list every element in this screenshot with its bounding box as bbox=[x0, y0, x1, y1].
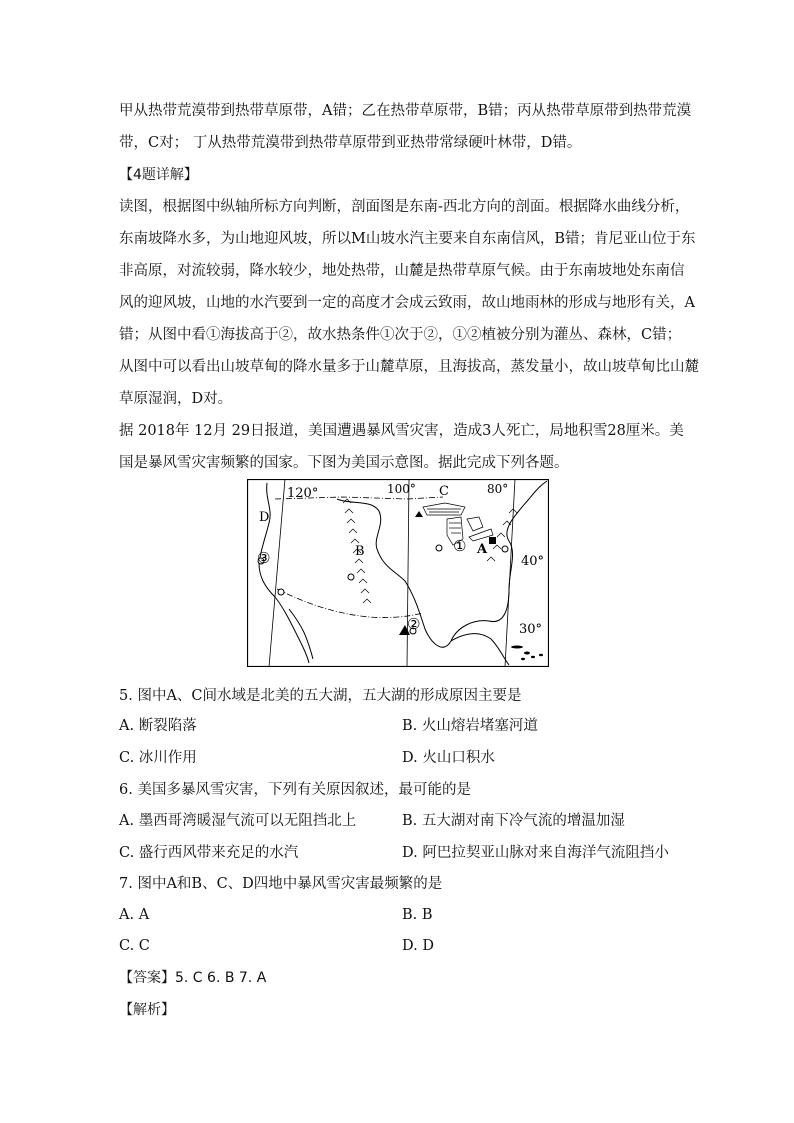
point-a-marker bbox=[502, 546, 508, 552]
q5-option-c[interactable]: C. 冰川作用 bbox=[119, 750, 197, 766]
question-5-stem: 5. 图中A、C间水域是北美的五大湖，五大湖的形成原因主要是 bbox=[119, 688, 522, 704]
usa-map-figure bbox=[247, 479, 549, 667]
text-line: 非高原，对流较弱，降水较少，地处热带，山麓是热带草原气候。由于东南坡地处东南信 bbox=[119, 263, 685, 279]
point-b-marker bbox=[348, 574, 354, 580]
q7-option-a[interactable]: A. A bbox=[119, 907, 150, 923]
q5-option-a[interactable]: A. 断裂陷落 bbox=[119, 718, 197, 734]
label-d: D bbox=[259, 510, 270, 525]
label-30: 30° bbox=[519, 622, 543, 637]
q7-option-d[interactable]: D. D bbox=[402, 938, 434, 954]
question-7-stem: 7. 图中A和B、C、D四地中暴风雪灾害最频繁的是 bbox=[119, 876, 443, 892]
q5-option-b[interactable]: B. 火山熔岩堵塞河道 bbox=[402, 718, 538, 734]
text-line: 错；从图中看①海拔高于②，故水热条件①次于②，①②植被分别为灌丛、森林，C错； bbox=[119, 327, 682, 343]
label-40: 40° bbox=[521, 554, 545, 569]
text-line: 甲从热带荒漠带到热带草原带，A错；乙在热带草原带，B错；丙从热带草原带到热带荒漠 bbox=[119, 103, 692, 119]
section-heading-q4: 【4题详解】 bbox=[119, 167, 198, 183]
question-6-stem: 6. 美国多暴风雪灾害，下列有关原因叙述，最可能的是 bbox=[119, 782, 471, 798]
label-a: A bbox=[477, 542, 488, 557]
text-line: 风的迎风坡，山地的水汽要到一定的高度才会成云致雨，故山地雨林的形成与地形有关，A bbox=[119, 295, 695, 311]
label-80: 80° bbox=[487, 482, 509, 496]
answer-line: 【答案】5. C 6. B 7. A bbox=[119, 970, 267, 986]
q7-option-c[interactable]: C. C bbox=[119, 938, 150, 954]
analysis-heading: 【解析】 bbox=[119, 1002, 175, 1018]
label-1: ① bbox=[453, 537, 467, 555]
text-line: 带，C对； 丁从热带荒漠带到热带草原带到亚热带常绿硬叶林带，D错。 bbox=[119, 135, 582, 151]
text-line: 读图，根据图中纵轴所标方向判断，剖面图是东南-西北方向的剖面。根据降水曲线分析， bbox=[119, 199, 690, 215]
intro-line: 国是暴风雪灾害频繁的国家。下图为美国示意图。据此完成下列各题。 bbox=[119, 455, 569, 471]
q6-option-a[interactable]: A. 墨西哥湾暖湿气流可以无阻挡北上 bbox=[119, 813, 357, 829]
q6-option-c[interactable]: C. 盛行西风带来充足的水汽 bbox=[119, 845, 299, 861]
q7-option-b[interactable]: B. B bbox=[402, 907, 433, 923]
q6-option-d[interactable]: D. 阿巴拉契亚山脉对来自海洋气流阻挡小 bbox=[402, 845, 669, 861]
label-3: ③ bbox=[257, 549, 271, 567]
q6-option-b[interactable]: B. 五大湖对南下冷气流的增温加湿 bbox=[402, 813, 625, 829]
label-120: 120° bbox=[287, 486, 319, 501]
intro-line: 据 2018年 12月 29日报道，美国遭遇暴风雪灾害，造成3人死亡，局地积雪28厘米。美 bbox=[119, 423, 684, 439]
label-b: B bbox=[355, 544, 365, 559]
q5-option-d[interactable]: D. 火山口积水 bbox=[402, 750, 495, 766]
text-line: 东南坡降水多，为山地迎风坡，所以M山坡水汽主要来自东南信风，B错；肯尼亚山位于东 bbox=[119, 231, 696, 247]
square-marker bbox=[489, 537, 496, 544]
label-100: 100° bbox=[387, 482, 416, 496]
text-line: 草原湿润，D对。 bbox=[119, 391, 233, 407]
label-2: ② bbox=[407, 615, 421, 633]
point-1-marker bbox=[436, 545, 442, 551]
label-c: C bbox=[439, 484, 449, 499]
point-marker bbox=[278, 589, 284, 595]
text-line: 从图中可以看出山坡草甸的降水量多于山麓草原，且海拔高，蒸发量小，故山坡草甸比山麓 bbox=[119, 359, 699, 375]
